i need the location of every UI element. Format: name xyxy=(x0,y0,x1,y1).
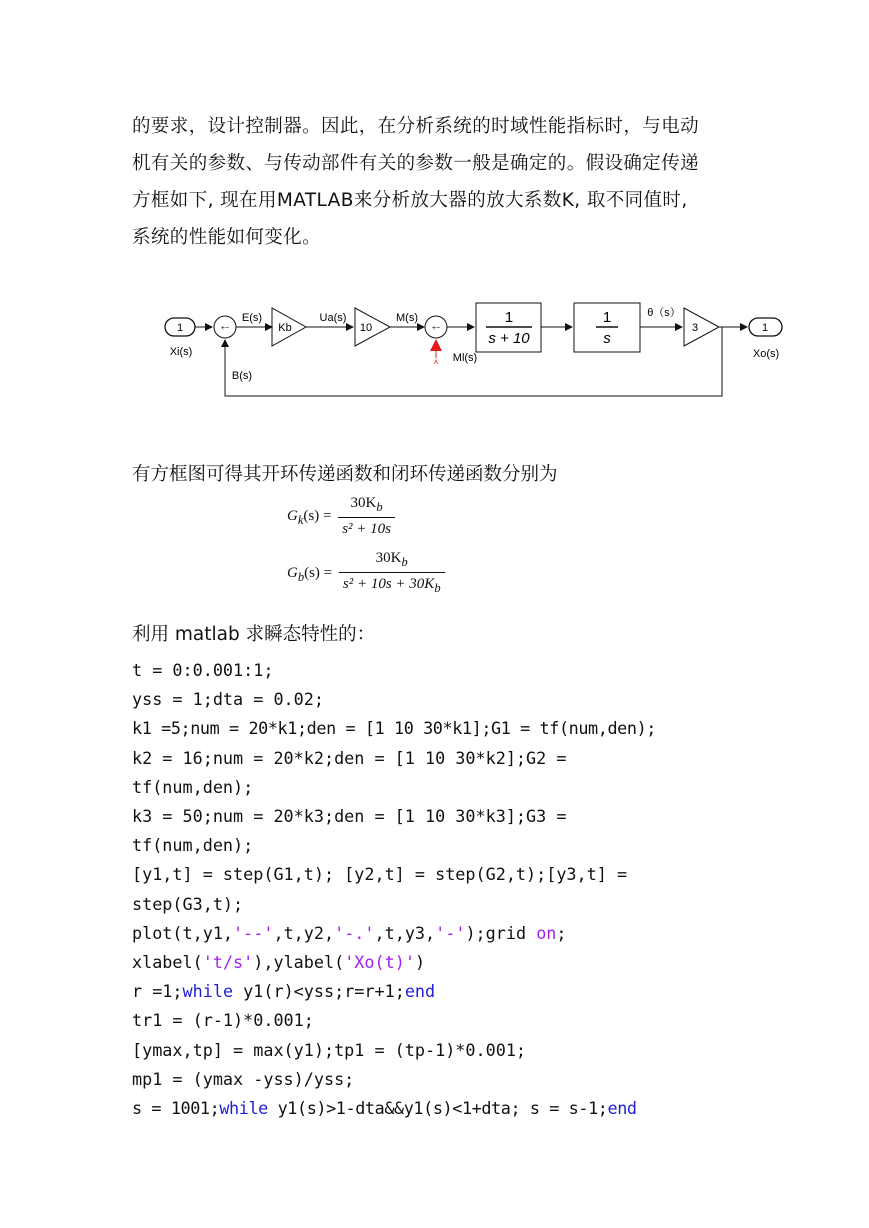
code-keyword: while xyxy=(219,1098,268,1119)
code-line: k3 = 50;num = 20*k3;den = [1 10 30*k3];G3 = xyxy=(132,806,567,827)
open-loop-formula xyxy=(287,493,395,540)
gb-subscript: b xyxy=(297,569,305,584)
code-line: k2 = 16;num = 20*k2;den = [1 10 30*k2];G2 = xyxy=(132,747,567,768)
code-text: y1(s)>1-dta&&y1(s)<1+dta; s = s-1; xyxy=(267,1098,608,1119)
gain-3-label: 3 xyxy=(691,322,699,334)
gb-num-sub: b xyxy=(401,555,408,569)
intro-line: 系统的性能如何变化。 xyxy=(132,227,322,248)
ml-label: Ml(s) xyxy=(452,352,478,364)
input-label: Xi(s) xyxy=(169,346,193,358)
output-label: Xo(s) xyxy=(752,348,780,360)
disturbance-arrow-icon xyxy=(430,339,442,351)
gb-num-text: 30K xyxy=(375,550,402,566)
code-string: '-.' xyxy=(334,922,375,943)
code-line: k1 =5;num = 20*k1;den = [1 10 30*k1];G1 = tf(num,den); xyxy=(132,718,656,739)
code-text: r =1; xyxy=(132,981,183,1002)
closed-loop-formula xyxy=(287,548,445,599)
intro-line: 的要求，设计控制器。因此，在分析系统的时域性能指标时，与电动 xyxy=(132,116,700,137)
kb-gain-label: Kb xyxy=(278,322,292,334)
disturbance-mark: ⋏ xyxy=(433,357,439,366)
sum1-signs: +− xyxy=(220,325,230,332)
tf2-denominator: s xyxy=(603,330,611,347)
code-text: ),ylabel( xyxy=(253,952,345,973)
error-label: E(s) xyxy=(241,312,263,324)
code-keyword: while xyxy=(182,981,234,1002)
code-line xyxy=(132,919,742,948)
code-line xyxy=(132,977,742,1006)
code-string: '-' xyxy=(435,922,466,943)
transfer-heading: 有方框图可得其开环传递函数和闭环传递函数分别为 xyxy=(132,464,558,485)
output-port-number: 1 xyxy=(761,322,769,334)
code-line: tr1 = (r-1)*0.001; xyxy=(132,1010,314,1031)
code-text: xlabel( xyxy=(132,952,203,973)
ua-label: Ua(s) xyxy=(319,312,347,324)
gk-numerator xyxy=(338,493,395,517)
code-string: '--' xyxy=(233,922,274,943)
gb-arg: (s) = xyxy=(304,564,333,581)
matlab-code-block xyxy=(132,656,742,1123)
sum2-signs: +− xyxy=(431,325,441,332)
gk-num-text: 30K xyxy=(350,495,377,511)
feedback-label: B(s) xyxy=(231,370,253,382)
code-line: t = 0:0.001:1; xyxy=(132,660,274,680)
code-text: ; xyxy=(556,922,567,943)
code-text: y1(r)<yss;r=r+1; xyxy=(233,981,405,1002)
gk-arg: (s) = xyxy=(303,507,332,524)
gain-3-block xyxy=(684,308,719,346)
code-text: ,t,y3, xyxy=(374,922,436,943)
code-line: [y1,t] = step(G1,t); [y2,t] = step(G2,t);[y3,t] = xyxy=(132,864,628,885)
code-string: 't/s' xyxy=(202,952,254,973)
code-text: plot(t,y1, xyxy=(132,922,234,943)
intro-line: 机有关的参数、与传动部件有关的参数一般是确定的。假设确定传递 xyxy=(132,153,700,174)
code-text: ) xyxy=(414,952,426,973)
code-text: );grid xyxy=(465,922,537,943)
gb-numerator xyxy=(339,548,445,572)
gk-subscript: k xyxy=(297,512,304,527)
gain-10-label: 10 xyxy=(359,322,373,334)
code-keyword: end xyxy=(404,981,436,1002)
code-text: s = 1001; xyxy=(132,1098,220,1119)
code-string: on xyxy=(536,922,557,943)
code-line: yss = 1;dta = 0.02; xyxy=(132,689,324,710)
code-line: mp1 = (ymax -yss)/yss; xyxy=(132,1068,355,1089)
gb-symbol: G xyxy=(287,564,298,581)
input-port-number: 1 xyxy=(176,322,184,334)
intro-line: 方框如下, 现在用MATLAB来分析放大器的放大系数K, 取不同值时, xyxy=(132,190,688,211)
code-line xyxy=(132,948,742,977)
code-line: [ymax,tp] = max(y1);tp1 = (tp-1)*0.001; xyxy=(132,1039,527,1060)
m-label: M(s) xyxy=(396,312,418,324)
code-line: step(G3,t); xyxy=(132,893,244,914)
gb-den-sub: b xyxy=(434,581,441,595)
gk-symbol: G xyxy=(287,507,298,524)
gb-fraction xyxy=(339,548,445,599)
code-line xyxy=(132,1094,742,1123)
gk-den-text: s² + 10s xyxy=(342,521,391,537)
gk-fraction xyxy=(338,493,395,540)
tf1-denominator: s + 10 xyxy=(488,330,530,347)
code-keyword: end xyxy=(607,1098,637,1119)
code-line: tf(num,den); xyxy=(132,776,254,797)
block-diagram xyxy=(0,290,869,410)
code-string: 'Xo(t)' xyxy=(344,952,415,973)
gk-num-sub: b xyxy=(376,500,383,514)
gb-denominator xyxy=(339,572,445,599)
tf2-numerator: 1 xyxy=(602,309,612,326)
theta-label: θ（s） xyxy=(647,307,681,319)
matlab-heading: 利用 matlab 求瞬态特性的： xyxy=(132,624,376,645)
code-line: tf(num,den); xyxy=(132,835,254,856)
gk-denominator xyxy=(338,517,395,540)
tf1-numerator: 1 xyxy=(504,309,514,326)
gb-den-text: s² + 10s + 30K xyxy=(342,576,435,592)
intro-paragraph xyxy=(132,108,752,256)
code-text: ,t,y2, xyxy=(273,922,335,943)
